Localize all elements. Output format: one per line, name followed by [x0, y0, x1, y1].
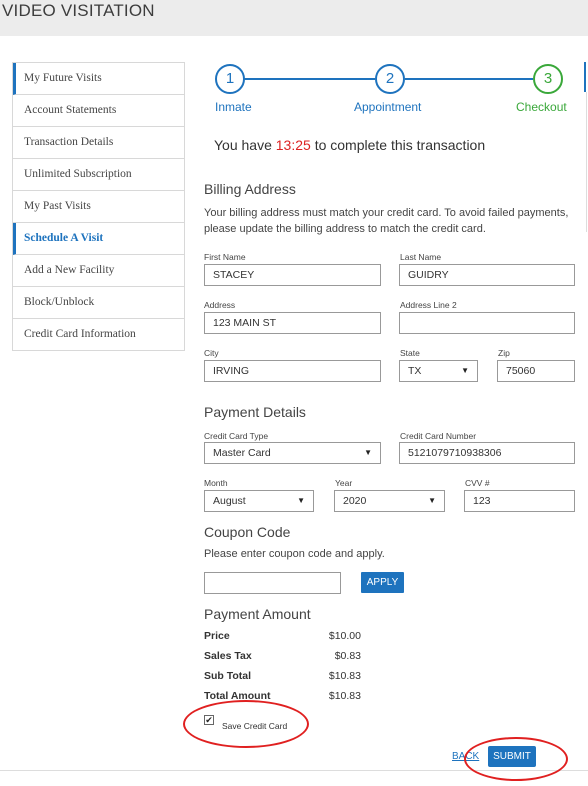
- last-name-field[interactable]: GUIDRY: [399, 264, 575, 286]
- transaction-timer: [214, 137, 485, 153]
- price-value: $10.00: [328, 630, 361, 642]
- payment-amount-title: Payment Amount: [204, 606, 311, 622]
- timer-prefix: You have: [214, 137, 272, 153]
- card-type-label: Credit Card Type: [204, 431, 269, 441]
- sidebar-item-unlimited-subscription[interactable]: Unlimited Subscription: [13, 159, 184, 191]
- state-value: TX: [408, 365, 422, 377]
- state-label: State: [400, 348, 420, 358]
- step-connector: [405, 78, 533, 80]
- billing-note: Your billing address must match your credit card. To avoid failed payments, please update the billing address to match the credit card.: [204, 207, 569, 235]
- chevron-down-icon: ▼: [428, 496, 436, 505]
- page-header: [0, 0, 588, 36]
- sub-total-label: Sub Total: [204, 670, 252, 682]
- coupon-input[interactable]: [204, 572, 341, 594]
- chevron-down-icon: ▼: [461, 366, 469, 375]
- step-2-label: Appointment: [354, 100, 422, 114]
- save-card-label: Save Credit Card: [222, 721, 288, 731]
- step-1-circle: 1: [215, 64, 245, 94]
- sidebar-item-add-facility[interactable]: Add a New Facility: [13, 255, 184, 287]
- first-name-field[interactable]: STACEY: [204, 264, 381, 286]
- address-field[interactable]: 123 MAIN ST: [204, 312, 381, 334]
- month-value: August: [213, 495, 246, 507]
- coupon-note: Please enter coupon code and apply.: [204, 548, 385, 560]
- city-label: City: [204, 348, 219, 358]
- address2-label: Address Line 2: [400, 300, 457, 310]
- year-select[interactable]: [334, 490, 445, 512]
- last-name-label: Last Name: [400, 252, 442, 262]
- price-label: Price: [204, 630, 230, 642]
- card-type-value: Master Card: [213, 447, 271, 459]
- chevron-down-icon: ▼: [297, 496, 305, 505]
- sidebar-item-transaction-details[interactable]: Transaction Details: [13, 127, 184, 159]
- billing-title: Billing Address: [204, 181, 296, 197]
- apply-coupon-button[interactable]: APPLY: [361, 572, 404, 593]
- save-card-checkbox[interactable]: ✔: [205, 715, 213, 725]
- coupon-title: Coupon Code: [204, 524, 291, 540]
- sidebar-item-future-visits[interactable]: My Future Visits: [13, 63, 184, 95]
- footer-divider: [0, 770, 588, 771]
- page-title: VIDEO VISITATION: [2, 1, 155, 20]
- year-label: Year: [335, 478, 353, 488]
- month-select[interactable]: [204, 490, 314, 512]
- step-3-circle: 3: [533, 64, 563, 94]
- step-3-label: Checkout: [516, 100, 567, 114]
- address2-field[interactable]: [399, 312, 575, 334]
- total-amount-value: $10.83: [328, 690, 361, 702]
- sidebar-item-block-unblock[interactable]: Block/Unblock: [13, 287, 184, 319]
- card-number-label: Credit Card Number: [400, 431, 477, 441]
- sales-tax-label: Sales Tax: [204, 650, 252, 662]
- chevron-down-icon: ▼: [364, 448, 372, 457]
- timer-suffix: to complete this transaction: [314, 137, 486, 153]
- back-link[interactable]: BACK: [452, 751, 480, 762]
- total-amount-label: Total Amount: [204, 690, 271, 702]
- sidebar-item-schedule-visit[interactable]: Schedule A Visit: [13, 223, 184, 255]
- step-1-label: Inmate: [215, 100, 252, 114]
- first-name-label: First Name: [204, 252, 246, 262]
- sidebar-item-credit-card-info[interactable]: Credit Card Information: [13, 319, 184, 351]
- state-select[interactable]: [399, 360, 478, 382]
- cvv-label: CVV #: [465, 478, 490, 488]
- card-type-select[interactable]: [204, 442, 381, 464]
- card-number-field[interactable]: 5121079710938306: [399, 442, 575, 464]
- zip-field[interactable]: 75060: [497, 360, 575, 382]
- panel-divider: [586, 92, 587, 232]
- step-2-circle: 2: [375, 64, 405, 94]
- payment-title: Payment Details: [204, 404, 306, 420]
- sidebar-item-past-visits[interactable]: My Past Visits: [13, 191, 184, 223]
- sales-tax-value: $0.83: [334, 650, 361, 662]
- timer-time: 13:25: [275, 137, 311, 153]
- sidebar-nav: [12, 62, 185, 351]
- month-label: Month: [204, 478, 228, 488]
- submit-button[interactable]: SUBMIT: [488, 746, 536, 767]
- zip-label: Zip: [498, 348, 510, 358]
- year-value: 2020: [343, 495, 367, 507]
- step-connector: [244, 78, 375, 80]
- sidebar-item-account-statements[interactable]: Account Statements: [13, 95, 184, 127]
- scrollbar-thumb[interactable]: [584, 62, 586, 92]
- cvv-field[interactable]: 123: [464, 490, 575, 512]
- address-label: Address: [204, 300, 236, 310]
- city-field[interactable]: IRVING: [204, 360, 381, 382]
- sub-total-value: $10.83: [328, 670, 361, 682]
